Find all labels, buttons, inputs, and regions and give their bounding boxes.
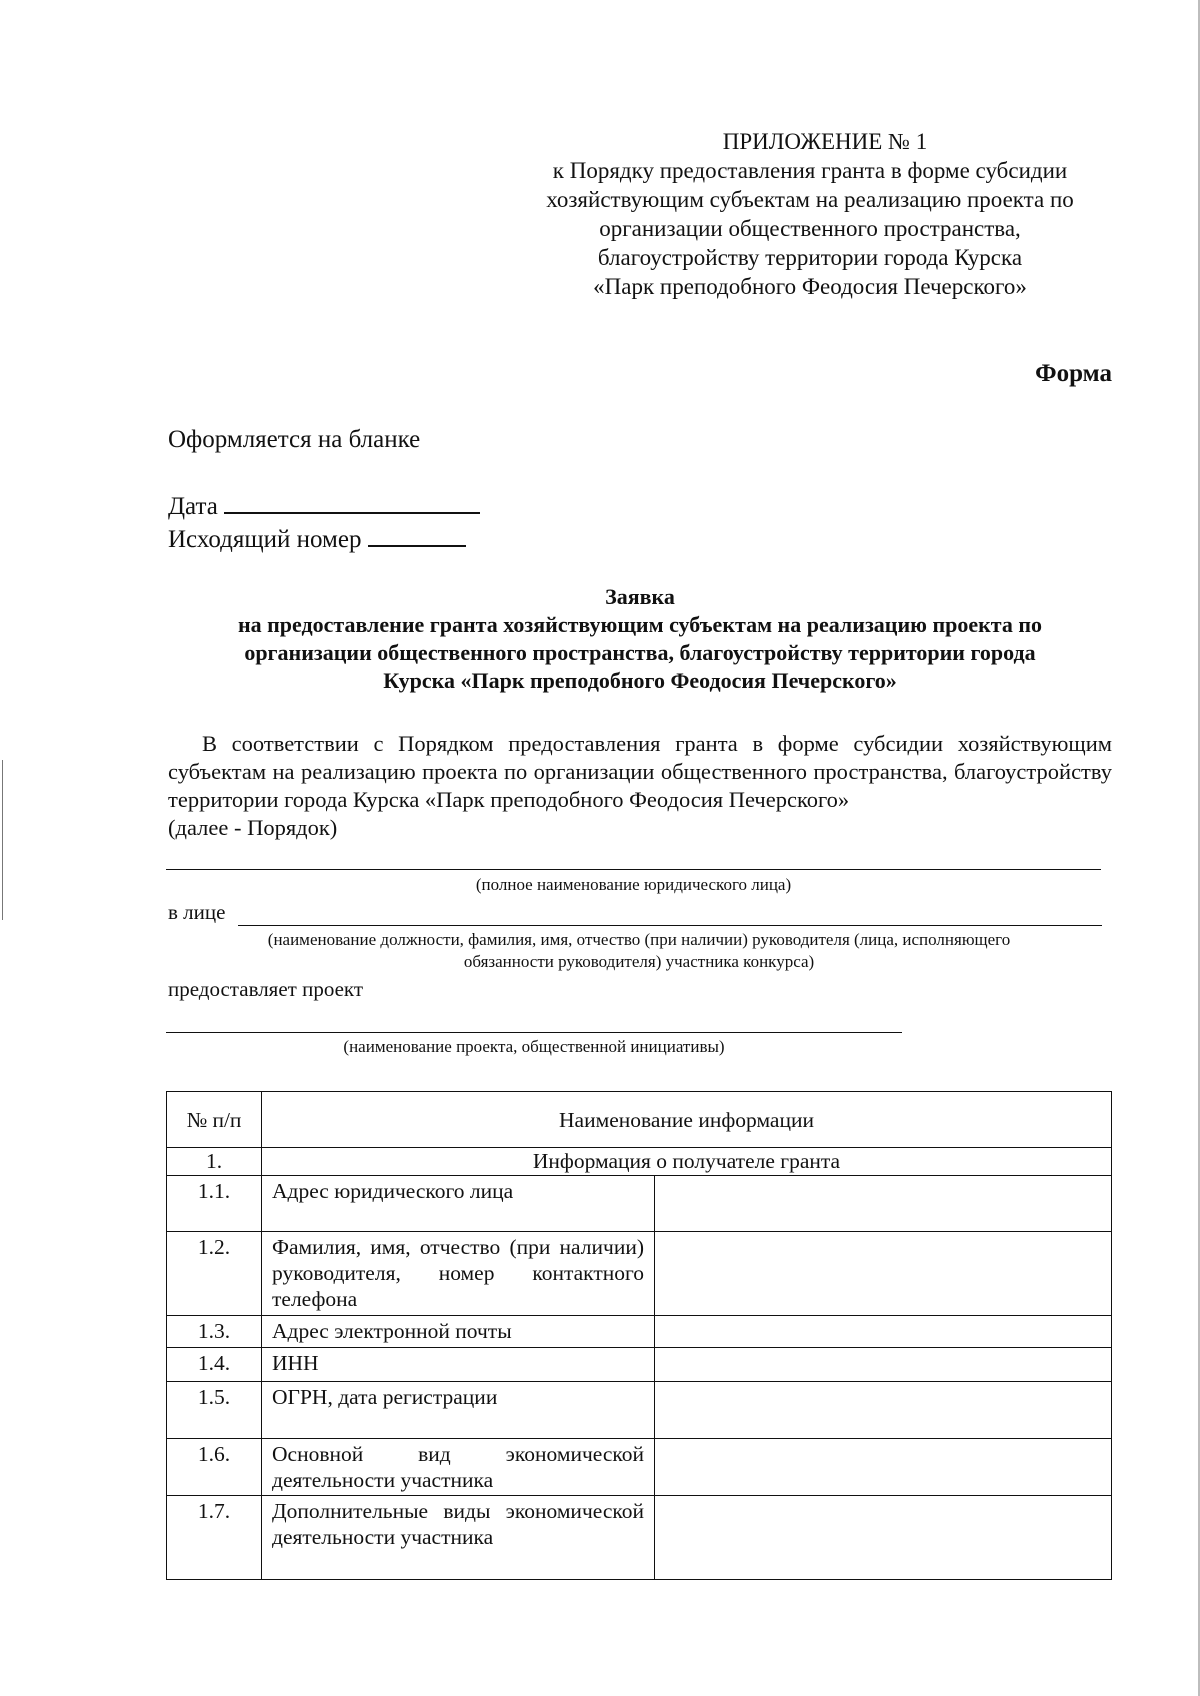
legal-entity-caption: (полное наименование юридического лица) [475,875,792,894]
row-name-cell: ИНН [262,1348,655,1382]
appendix-line: к Порядку предоставления гранта в форме субсидии [552,158,1068,183]
appendix-block [520,127,1100,301]
row-name-cell: Адрес юридического лица [262,1176,655,1232]
table-row [167,1232,1112,1316]
table-section-row [167,1148,1112,1176]
table-row [167,1348,1112,1382]
legal-entity-fill-line[interactable] [166,869,1101,870]
appendix-line: хозяйствующим субъектам на реализацию проекта по [546,187,1074,212]
appendix-title: ПРИЛОЖЕНИЕ № 1 [722,129,928,154]
section-title-cell: Информация о получателе гранта [262,1148,1112,1176]
provides-project-label: предоставляет проект [168,977,364,1001]
head-caption-line: обязанности руководителя) участника конкурса) [463,952,815,971]
intro-body: В соответствии с Порядком предоставления гранта в форме субсидии хозяйствующим субъектам на реализацию проекта по организации общественного пространства, благоустройству территории города Курска «Парк преподобного Феодосия Печерского» [168,731,1112,812]
intro-paragraph [168,730,1112,842]
row-value-cell[interactable] [655,1232,1112,1316]
table-row [167,1316,1112,1348]
form-label: Форма [1035,360,1112,387]
outgoing-number-field [168,523,480,556]
row-value-cell[interactable] [655,1382,1112,1439]
application-title [170,583,1110,695]
row-num-cell: 1.2. [167,1232,262,1316]
header-num-cell: № п/п [167,1092,262,1148]
row-name-cell: Основной вид экономической деятельности участника [262,1439,655,1496]
table-row [167,1496,1112,1580]
row-name-cell: ОГРН, дата регистрации [262,1382,655,1439]
table-row [167,1382,1112,1439]
row-value-cell[interactable] [655,1176,1112,1232]
application-heading: Заявка [605,584,675,609]
head-caption-line: (наименование должности, фамилия, имя, отчество (при наличии) руководителя (лица, исполняющего [267,930,1011,949]
blank-note: Оформляется на бланке [168,426,421,453]
date-fill-line[interactable] [224,490,480,514]
table-header-row [167,1092,1112,1148]
appendix-line: «Парк преподобного Феодосия Печерского» [593,274,1027,299]
row-num-cell: 1.7. [167,1496,262,1580]
table-row [167,1439,1112,1496]
row-num-cell: 1.3. [167,1316,262,1348]
in-person-label: в лице [168,900,226,924]
project-name-fill-line[interactable] [166,1032,902,1033]
application-title-line: на предоставление гранта хозяйствующим субъектам на реализацию проекта по [237,612,1043,637]
section-num-cell: 1. [167,1148,262,1176]
table-row [167,1176,1112,1232]
appendix-line: благоустройству территории города Курска [597,245,1023,270]
outgoing-number-fill-line[interactable] [368,523,466,547]
date-field [168,490,480,523]
row-value-cell[interactable] [655,1316,1112,1348]
date-label: Дата [168,493,218,520]
header-name-cell: Наименование информации [262,1092,1112,1148]
row-value-cell[interactable] [655,1348,1112,1382]
row-num-cell: 1.6. [167,1439,262,1496]
outgoing-number-label: Исходящий номер [168,526,362,553]
row-num-cell: 1.1. [167,1176,262,1232]
application-title-line: организации общественного пространства, благоустройству территории города [244,640,1036,665]
appendix-line: организации общественного пространства, [599,216,1021,241]
row-value-cell[interactable] [655,1439,1112,1496]
scan-edge-mark [2,760,3,920]
row-num-cell: 1.4. [167,1348,262,1382]
project-name-caption: (наименование проекта, общественной инициативы) [343,1037,725,1056]
row-num-cell: 1.5. [167,1382,262,1439]
row-name-cell: Фамилия, имя, отчество (при наличии) руководителя, номер контактного телефона [262,1232,655,1316]
row-value-cell[interactable] [655,1496,1112,1580]
intro-tail: (далее - Порядок) [168,815,338,840]
info-table [166,1091,1112,1580]
head-fill-line[interactable] [238,925,1102,926]
header-fields [168,490,480,556]
row-name-cell: Дополнительные виды экономической деятельности участника [262,1496,655,1580]
row-name-cell: Адрес электронной почты [262,1316,655,1348]
application-title-line: Курска «Парк преподобного Феодосия Печерского» [383,668,897,693]
